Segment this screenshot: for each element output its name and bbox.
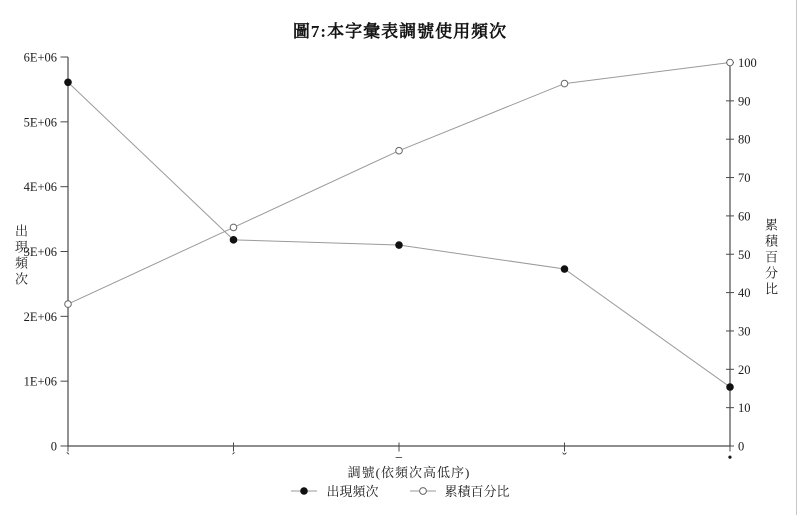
chart-title: 圖7:本字彙表調號使用頻次 (292, 22, 508, 41)
series-frequency-point (64, 78, 72, 86)
y-left-tick-label: 0 (50, 439, 57, 454)
y-axis-label-left: 出現頻次 (13, 224, 28, 288)
series-frequency-point (230, 236, 238, 244)
y-right-tick-label: 10 (738, 401, 751, 416)
series-cumulative-point (230, 224, 237, 231)
y-right-tick-label: 0 (738, 439, 745, 454)
y-right-tick-label: 40 (738, 286, 751, 301)
x-tick-label: • (727, 451, 733, 466)
series-frequency-point (561, 265, 569, 273)
series-frequency-point (726, 383, 734, 391)
y-right-tick-label: 60 (738, 209, 751, 224)
legend-label-frequency: 出現頻次 (326, 484, 379, 499)
y-left-tick-label: 5E+06 (23, 115, 57, 130)
series-cumulative-point (65, 301, 72, 308)
y-right-tick-label: 20 (738, 362, 751, 377)
legend-item-cumulative (409, 481, 510, 500)
y-axis-label-right: 累積百分比 (763, 218, 778, 298)
legend (0, 481, 800, 500)
y-left-tick-label: 4E+06 (23, 180, 57, 195)
open-circle-marker-icon (409, 486, 437, 496)
filled-circle-marker-icon (290, 486, 318, 496)
y-right-tick-label: 100 (738, 56, 757, 70)
y-left-tick-label: 2E+06 (23, 309, 57, 324)
x-tick-label: ˇ (562, 451, 567, 466)
y-right-tick-label: 80 (738, 132, 751, 147)
y-left-tick-label: 6E+06 (23, 50, 57, 65)
x-axis-label: 調號(依頻次高低序) (347, 465, 471, 480)
y-left-tick-label: 3E+06 (23, 245, 57, 259)
series-cumulative-point (561, 80, 568, 87)
series-cumulative-point (396, 147, 403, 154)
legend-item-frequency (290, 481, 378, 500)
series-frequency-point (395, 241, 403, 249)
series-cumulative-line (68, 63, 730, 305)
x-tick-label: ˊ (231, 451, 236, 466)
series-frequency-line (68, 82, 730, 387)
y-right-tick-label: 70 (738, 171, 751, 186)
x-tick-label: − (395, 451, 403, 466)
scan-edge-artifact (796, 0, 797, 515)
y-left-tick-label: 1E+06 (23, 374, 57, 389)
series-cumulative-point (727, 59, 734, 66)
y-right-tick-label: 30 (738, 324, 751, 339)
y-right-tick-label: 50 (738, 247, 751, 262)
x-tick-label: ˋ (65, 451, 71, 466)
legend-label-cumulative: 累積百分比 (444, 484, 510, 499)
y-right-tick-label: 90 (738, 94, 751, 109)
